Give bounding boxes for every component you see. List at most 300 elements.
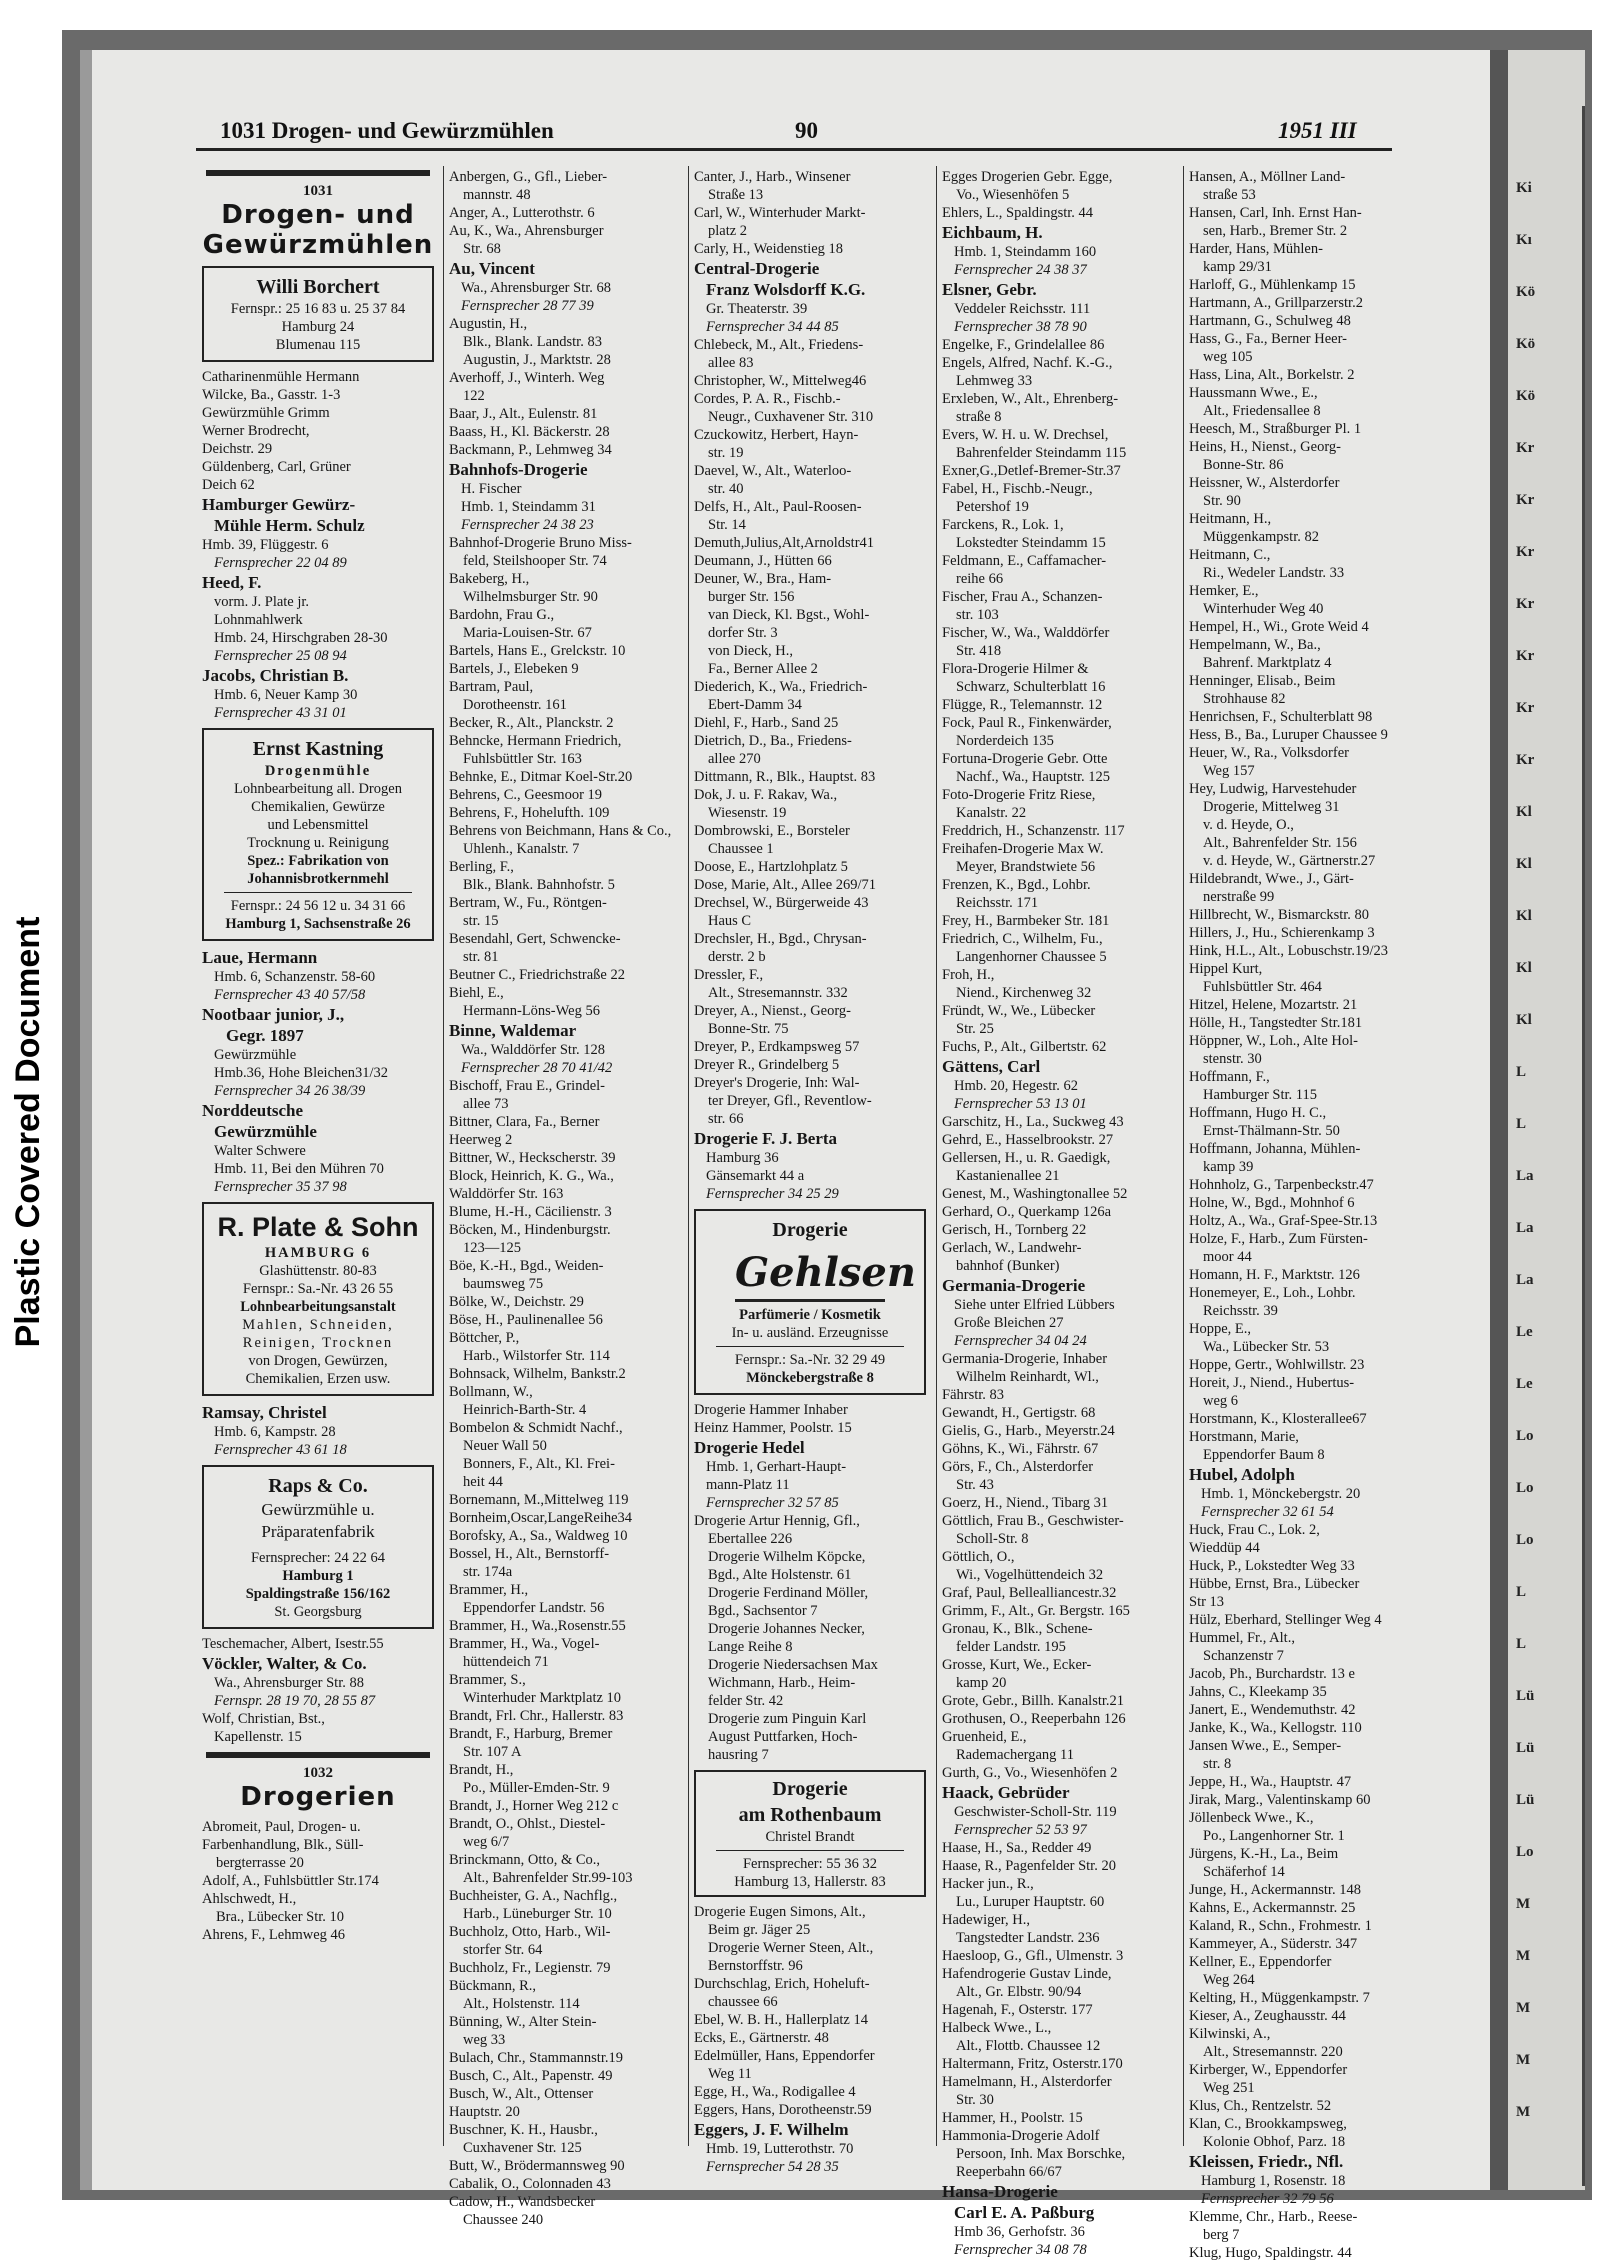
ad-drogerie-gehlsen [694,1209,926,1395]
entry-line: Biehl, E., [449,985,504,1001]
entry-list [1189,1521,1425,2151]
ad-address: Hamburg 1, Sachsenstraße 26 [225,916,411,932]
entry-line: Horeit, J., Niend., Hubertus- [1189,1375,1355,1391]
entry-line: Alt., Bahrenfelder Str. 156 [1203,835,1357,851]
entry-line: derstr. 2 b [708,949,766,965]
entry-line: Reeperbahn 66/67 [956,2164,1062,2180]
entry-line: Reichsstr. 39 [1203,1303,1278,1319]
entry-line: Augustin, H., [449,316,528,332]
entry-line: Graf, Paul, Bellealliancestr.32 [942,1585,1117,1601]
entry-name: Mühle Herm. Schulz [214,516,365,535]
entry-line: Gruenheid, E., [942,1729,1027,1745]
entry-line: Bra., Lübecker Str. 10 [216,1909,345,1925]
entry-line: Hadewiger, H., [942,1912,1030,1928]
entry-line: Backmann, P., Lehmweg 34 [449,442,612,458]
entry-line: Drogerie Werner Steen, Alt., [708,1940,874,1956]
entry-line: Behncke, Hermann Friedrich, [449,733,622,749]
entry-line: Germania-Drogerie, Inhaber [942,1351,1108,1367]
entry-line: Bornheim,Oscar,LangeReihe34 [449,1510,633,1526]
entry-line: Winterhuder Weg 40 [1203,601,1324,617]
entry-line: Eggers, Hans, Dorotheenstr.59 [694,2102,872,2118]
entry-line: Heissner, W., Alsterdorfer [1189,475,1340,491]
entry-line: Drogerie Johannes Necker, [708,1621,865,1637]
facing-page-letter: Kö [1516,284,1536,300]
ad-headline: Drogerie [772,1219,848,1241]
entry-line: ter Dreyer, Gfl., Reventlow- [708,1093,872,1109]
entry-line: Blume, H.-H., Cäcilienstr. 3 [449,1204,612,1220]
entry-phone: Fernsprecher 25 08 94 [214,648,347,664]
entry-name: Central-Drogerie [694,259,820,278]
entry-line: Flügge, R., Telemannstr. 12 [942,697,1103,713]
entry-line: felder Str. 42 [708,1693,784,1709]
entry-line: Grote, Gebr., Billh. Kanalstr.21 [942,1693,1125,1709]
entry-line: Ecks, E., Gärtnerstr. 48 [694,2030,829,2046]
ad-line: Spez.: Fabrikation von [247,853,389,869]
ad-line: Reinigen, Trocknen [242,1335,394,1351]
facing-page-letter: Kl [1516,856,1532,872]
entry-line: Buchholz, Fr., Legienstr. 79 [449,1960,611,1976]
entry-name: Germania-Drogerie [942,1276,1086,1295]
entry-line: Kilwinski, A., [1189,2026,1271,2042]
entry-line: Kanalstr. 22 [956,805,1027,821]
entry-name: Carl E. A. Paßburg [954,2203,1095,2222]
entry-line: Diederich, K., Wa., Friedrich- [694,679,868,695]
entry-line: Hoffmann, Johanna, Mühlen- [1189,1141,1361,1157]
entry-line: Hess, B., Ba., Luruper Chaussee 9 [1189,727,1388,743]
entry-line: Haltermann, Fritz, Osterstr.170 [942,2056,1123,2072]
entry-line: Behrens, C., Geesmoor 19 [449,787,603,803]
entry-name: Elsner, Gebr. [942,280,1037,299]
entry-line: Kahns, E., Ackermannstr. 25 [1189,1900,1356,1916]
entry-line: Evers, W. H. u. W. Drechsel, [942,427,1109,443]
entry-line: Huck, P., Lokstedter Weg 33 [1189,1558,1355,1574]
entry-line: Canter, J., Harb., Winsener [694,169,851,185]
entry-line: Becker, R., Alt., Planckstr. 2 [449,715,614,731]
ad-subtitle: Drogenmühle [264,763,372,779]
ad-line: Chemikalien, Gewürze [251,799,385,815]
entry-line: Kaland, R., Schn., Frohmestr. 1 [1189,1918,1372,1934]
entry-line: Langenhorner Chaussee 5 [956,949,1107,965]
entry-line: chaussee 66 [708,1994,778,2010]
facing-page-letter: Kr [1516,648,1535,664]
entry-line: Str. 68 [463,241,501,257]
entry-line: Böe, K.-H., Bgd., Weiden- [449,1258,604,1274]
entry-list [1189,2208,1425,2262]
entry-line: Bornemann, M.,Mittelweg 119 [449,1492,629,1508]
entry: Wolf, Christian, Bst., [202,1711,325,1727]
entry-line: Feldmann, E., Caffamacher- [942,553,1107,569]
entry-line: Straße 13 [708,187,764,203]
entry-name: Gegr. 1897 [226,1026,304,1045]
entry-line: Lohnmahlwerk [214,612,303,628]
entry-address: Wa., Ahrensburger Str. 88 [214,1675,364,1691]
column-rule [688,166,689,2146]
entry-line: Fa., Berner Allee 2 [708,661,818,677]
entry-name: Gättens, Carl [942,1057,1041,1076]
entry-line: Hübbe, Ernst, Bra., Lübecker [1189,1576,1360,1592]
entry-line: Bartram, Paul, [449,679,534,695]
header-rule [196,148,1392,151]
section-title: Drogerien [240,1782,396,1812]
entry-line: 123—125 [463,1240,521,1256]
entry-line: Deumann, J., Hütten 66 [694,553,832,569]
entry-phone: Fernsprecher 32 79 56 [1201,2191,1334,2207]
entry-line: Hamburger Str. 115 [1203,1087,1317,1103]
entry-line: Alt., Friedensallee 8 [1203,403,1321,419]
entry-line: Alt., Stresemannstr. 332 [708,985,848,1001]
entry-line: Halbeck Wwe., L., [942,2020,1052,2036]
entry-line: Scholl-Str. 8 [956,1531,1029,1547]
entry-line: Durchschlag, Erich, Hoheluft- [694,1976,870,1992]
entry-address: Hmb 36, Gerhofstr. 36 [954,2224,1085,2240]
entry-line: Hempelmann, W., Ba., [1189,637,1321,653]
section-rule [206,1752,430,1758]
entry-line: str. 103 [956,607,999,623]
entry-address: Hmb. 39, Flüggestr. 6 [202,537,329,553]
entry-line: Haase, R., Pagenfelder Str. 20 [942,1858,1116,1874]
entry-phone: Fernsprecher 32 57 85 [706,1495,839,1511]
ad-city: HAMBURG 6 [264,1245,372,1261]
entry-name: Au, Vincent [449,259,535,278]
entry-line: Dreyer's Drogerie, Inh: Wal- [694,1075,860,1091]
entry-line: Bardohn, Frau G., [449,607,555,623]
entry-line: Bahrenfelder Steindamm 115 [956,445,1127,461]
entry-phone: Fernsprecher 38 78 90 [954,319,1087,335]
entry-line: weg 33 [463,2032,506,2048]
entry-line: Rademachergang 11 [956,1747,1074,1763]
entry-line: Gewürzmühle [214,1047,297,1063]
entry-line: Jirak, Marg., Valentinskamp 60 [1189,1792,1371,1808]
entry-line: Hoffmann, Hugo H. C., [1189,1105,1327,1121]
entry-line: Delfs, H., Alt., Paul-Roosen- [694,499,862,515]
entry-line: Fründt, W., We., Lübecker [942,1003,1096,1019]
entry-name: Gewürzmühle [214,1122,317,1141]
facing-page-letter: M [1516,1948,1531,1964]
entry-line: Hempel, H., Wi., Grote Weid 4 [1189,619,1369,635]
entry-address: Hmb. 1, Steindamm 160 [954,244,1097,260]
entry-list [942,336,1174,1056]
entry-line: Alt., Gr. Elbstr. 90/94 [956,1984,1082,2000]
entry-line: Dok, J. u. F. Rakav, Wa., [694,787,838,803]
entry-line: Huck, Frau C., Lok. 2, [1189,1522,1320,1538]
entry-line: Christopher, W., Mittelweg46 [694,373,867,389]
entry-line: mannstr. 48 [463,187,531,203]
ad-line: Mahlen, Schneiden, [242,1317,394,1333]
entry-line: Str. 107 A [463,1744,522,1760]
ad-phone: Fernspr.: Sa.-Nr. 43 26 55 [242,1281,394,1297]
entry-line: Froh, H., [942,967,995,983]
entry-line: Borofsky, A., Sa., Waldweg 10 [449,1528,628,1544]
entry-line: Höppner, W., Loh., Alte Hol- [1189,1033,1358,1049]
facing-page-letter: Lo [1516,1428,1534,1444]
entry-line: Maria-Louisen-Str. 67 [463,625,592,641]
entry-line: Ahrens, F., Lehmweg 46 [202,1927,346,1943]
ad-line: Parfümerie / Kosmetik [739,1307,881,1323]
entry-line: Kolonie Obhof, Parz. 18 [1203,2134,1346,2150]
entry-line: Brammer, H., [449,1582,529,1598]
entry-line: Hey, Ludwig, Harvestehuder [1189,781,1357,797]
entry-line: str. 40 [708,481,744,497]
entry-phone: Fernsprecher 43 61 18 [214,1442,347,1458]
entry-line: Weg 157 [1203,763,1255,779]
entry-line: Hillbrecht, W., Bismarckstr. 80 [1189,907,1370,923]
entry-address: Hmb. 6, Kampstr. 28 [214,1424,336,1440]
entry-line: sen, Harb., Bremer Str. 2 [1203,223,1348,239]
entry-line: Fortuna-Drogerie Gebr. Otte [942,751,1108,767]
gehlsen-logo: Gehlsen [735,1247,885,1302]
entry-line: Fischer, Frau A., Schanzen- [942,589,1103,605]
entry-line: kamp 29/31 [1203,259,1272,275]
entry-line: Besendahl, Gert, Schwencke- [449,931,621,947]
entry-line: Brandt, J., Horner Weg 212 c [449,1798,619,1814]
book-gutter [1490,50,1508,2190]
entry-line: Göttlich, Frau B., Geschwister- [942,1513,1124,1529]
entry-line: Gerhard, O., Querkamp 126a [942,1204,1112,1220]
entry-line: Kirberger, W., Eppendorfer [1189,2062,1348,2078]
entry-line: Gerisch, H., Tornberg 22 [942,1222,1087,1238]
entry-phone: Fernsprecher 43 40 57/58 [214,987,366,1003]
entry-line: Blk., Blank. Landstr. 83 [463,334,602,350]
entry-line: Dressler, F., [694,967,764,983]
entry-list [202,368,434,494]
entry-line: Behrens, F., Hohelufth. 109 [449,805,610,821]
entry-line: Drogerie Artur Hennig, Gfl., [694,1513,860,1529]
entry-address: Wa., Walddörfer Str. 128 [461,1042,605,1058]
entry-line: Wi., Vogelhüttendeich 32 [956,1567,1104,1583]
facing-page-letter: Kr [1516,596,1535,612]
entry-line: Baass, H., Kl. Bäckerstr. 28 [449,424,610,440]
entry-line: Averhoff, J., Winterh. Weg [449,370,605,386]
ad-phone: Fernsprecher: 24 22 64 [250,1550,386,1566]
entry-line: weg 105 [1203,349,1253,365]
entry-line: Buschner, K. H., Hausbr., [449,2122,598,2138]
entry-line: Brandt, H., [449,1762,514,1778]
entry-list [694,1903,926,2119]
entry-line: Bartels, Hans E., Grelckstr. 10 [449,643,626,659]
entry-list [449,534,681,1020]
facing-page-letter: Le [1516,1376,1533,1392]
ad-address: Hamburg 13, Hallerstr. 83 [734,1874,886,1890]
entry-name: Franz Wolsdorff K.G. [706,280,866,299]
entry-name: Hamburger Gewürz- [202,495,356,514]
entry-line: Garschitz, H., La., Suckweg 43 [942,1114,1124,1130]
ad-street: Blumenau 115 [275,337,361,353]
entry-line: Weg 11 [708,2066,752,2082]
entry-line: Hummel, Fr., Alt., [1189,1630,1295,1646]
entry-line: Bakeberg, H., [449,571,530,587]
entry-name: Drogerie Hedel [694,1438,805,1457]
ad-headline: Lohnbearbeitungsanstalt [240,1299,396,1315]
entry-line: Erxleben, W., Alt., Ehrenberg- [942,391,1119,407]
entry-line: Alt., Stresemannstr. 220 [1203,2044,1343,2060]
entry-line: Bonners, F., Alt., Kl. Frei- [463,1456,615,1472]
entry-line: Heitmann, C., [1189,547,1271,563]
entry-line: Str. 14 [708,517,746,533]
entry-line: Deich 62 [202,477,255,493]
entry-phone: Fernsprecher 34 08 78 [954,2242,1087,2258]
entry-line: Brandt, O., Ohlst., Diestel- [449,1816,606,1832]
entry-line: Chlebeck, M., Alt., Friedens- [694,337,864,353]
entry-line: Kellner, E., Eppendorfer [1189,1954,1332,1970]
entry-line: Gewandt, H., Gertigstr. 68 [942,1405,1096,1421]
entry-name: Hansa-Drogerie [942,2182,1058,2201]
entry-line: Behnke, E., Ditmar Koel-Str.20 [449,769,633,785]
entry-line: Brammer, H., Wa., Vogel- [449,1636,600,1652]
entry-address: Hmb. 1, Mönckebergstr. 20 [1201,1486,1361,1502]
entry-line: Jacob, Ph., Burchardstr. 13 e [1189,1666,1355,1682]
ad-street: Spaldingstraße 156/162 [245,1586,391,1602]
entry-address: Geschwister-Scholl-Str. 119 [954,1804,1117,1820]
entry-line: Hohnholz, G., Tarpenbeckstr.47 [1189,1177,1374,1193]
entry-line: Goerz, H., Niend., Tibarg 31 [942,1495,1109,1511]
entry-line: Bonne-Str. 75 [708,1021,789,1037]
entry-address: Hmb. 11, Bei den Mühren 70 [214,1161,384,1177]
entry-line: Bittner, Clara, Fa., Berner [449,1114,600,1130]
entry-line: Demuth,Julius,Alt,Arnoldstr41 [694,535,875,551]
entry-line: Böcken, M., Hindenburgstr. [449,1222,611,1238]
facing-page-letter: La [1516,1220,1534,1236]
ad-area: St. Georgsburg [274,1604,362,1620]
entry-phone: Fernsprecher 34 04 24 [954,1333,1087,1349]
facing-page-letter: Lü [1516,1740,1535,1756]
entry-line: Gellersen, H., u. R. Gaedigk, [942,1150,1111,1166]
entry-line: Lu., Luruper Hauptstr. 60 [956,1894,1105,1910]
entry-line: Lokstedter Steindamm 15 [956,535,1106,551]
entry-line: Hülz, Eberhard, Stellinger Weg 4 [1189,1612,1382,1628]
entry-line: Hacker jun., R., [942,1876,1034,1892]
entry-line: Wilcke, Ba., Gasstr. 1-3 [202,387,341,403]
entry-line: Gewürzmühle Grimm [202,405,330,421]
entry-phone: Fernsprecher 32 61 54 [1201,1504,1334,1520]
ad-line: Johannisbrotkernmehl [247,871,389,887]
ad-phone: Fernspr.: 25 16 83 u. 25 37 84 [230,301,406,317]
entry-line: allee 270 [708,751,761,767]
entry-line: Cuxhavener Str. 125 [463,2140,582,2156]
entry-line: Ri., Wedeler Landstr. 33 [1203,565,1345,581]
entry-line: Bittner, W., Heckscherstr. 39 [449,1150,616,1166]
entry-line: Dorotheenstr. 161 [463,697,567,713]
entry-line: Harb., Wilstorfer Str. 114 [463,1348,610,1364]
entry-line: platz 2 [708,223,748,239]
entry-list [694,168,926,258]
entry-list [942,1350,1174,1782]
entry-name: Ramsay, Christel [202,1403,327,1422]
entry-line: Fuchs, P., Alt., Gilbertstr. 62 [942,1039,1107,1055]
entry-line: Bernstorffstr. 96 [708,1958,803,1974]
entry-line: Baar, J., Alt., Eulenstr. 81 [449,406,598,422]
entry-line: Wichmann, Harb., Heim- [708,1675,856,1691]
entry-line: Anbergen, G., Gfl., Lieber- [449,169,608,185]
section-title: Drogen- und Gewürzmühlen [202,200,434,260]
entry: Teschemacher, Albert, Isestr.55 [202,1636,384,1652]
entry-line: Heinrich-Barth-Str. 4 [463,1402,587,1418]
entry-phone: Fernsprecher 24 38 23 [461,517,594,533]
entry-line: berg 7 [1203,2227,1240,2243]
entry-line: feld, Steilshooper Str. 74 [463,553,607,569]
entry-line: Busch, C., Alt., Papenstr. 49 [449,2068,613,2084]
entry-line: Dreyer, P., Erdkampsweg 57 [694,1039,860,1055]
entry-line: burger Str. 156 [708,589,795,605]
entry-line: Hink, H.L., Alt., Lobuschstr.19/23 [1189,943,1388,959]
entry-line: Lehmweg 33 [956,373,1033,389]
entry-line: Carl, W., Winterhuder Markt- [694,205,866,221]
entry-phone: Fernsprecher 35 37 98 [214,1179,347,1195]
entry-line: Friedrich, C., Wilhelm, Fu., [942,931,1103,947]
entry-line: Brammer, S., [449,1672,526,1688]
entry-line: Brammer, H., Wa.,Rosenstr.55 [449,1618,626,1634]
entry-line: Siehe unter Elfried Lübbers [954,1297,1115,1313]
entry-line: Hartmann, G., Schulweg 48 [1189,313,1351,329]
entry-name: Jacobs, Christian B. [202,666,349,685]
ad-name: am Rothenbaum [738,1804,882,1826]
entry-line: Göhns, K., Wi., Fährstr. 67 [942,1441,1099,1457]
entry-line: Carly, H., Weidenstieg 18 [694,241,844,257]
entry-line: allee 83 [708,355,754,371]
entry-line: Dittmann, R., Blk., Hauptst. 83 [694,769,876,785]
facing-page-letter: Lü [1516,1792,1535,1808]
entry-line: Hass, G., Fa., Berner Heer- [1189,331,1347,347]
entry-line: Honemeyer, E., Loh., Lohbr. [1189,1285,1356,1301]
entry-line: Junge, H., Ackermannstr. 148 [1189,1882,1361,1898]
entry-list [449,1077,681,2229]
entry-name: Laue, Hermann [202,948,318,967]
entry-line: Fuhlsbüttler Str. 163 [463,751,582,767]
entry-line: str. 66 [708,1111,744,1127]
entry-line: Hass, Lina, Alt., Borkelstr. 2 [1189,367,1355,383]
ad-street: Mönckebergstraße 8 [746,1370,874,1386]
entry-line: Drogerie Eugen Simons, Alt., [694,1904,866,1920]
entry-line: Augustin, J., Marktstr. 28 [463,352,611,368]
entry-line: heit 44 [463,1474,503,1490]
entry-line: Cadow, H., Wandsbecker [449,2194,596,2210]
entry-line: Henninger, Elisab., Beim [1189,673,1336,689]
entry-line: Weg 251 [1203,2080,1255,2096]
entry-line: Strohhause 82 [1203,691,1286,707]
entry-line: v. d. Heyde, W., Gärtnerstr.27 [1203,853,1376,869]
facing-page-letter: L [1516,1584,1527,1600]
entry-line: Hagenah, F., Osterstr. 177 [942,2002,1093,2018]
entry-line: allee 73 [463,1096,509,1112]
entry-line: Drechsler, H., Bgd., Chrysan- [694,931,867,947]
entry-line: Jöllenbeck Wwe., K., [1189,1810,1314,1826]
ad-line: Christel Brandt [765,1829,855,1845]
entry-line: Walddörfer Str. 163 [449,1186,564,1202]
entry-line: Neuer Wall 50 [463,1438,547,1454]
entry-line: Au, K., Wa., Ahrensburger [449,223,604,239]
entry-line: reihe 66 [956,571,1004,587]
entry-line: Henrichsen, F., Schulterblatt 98 [1189,709,1373,725]
entry-line: Haesloop, G., Gfl., Ulmenstr. 3 [942,1948,1124,1964]
entry-line: Wieddüp 44 [1189,1540,1260,1556]
facing-page-letter: M [1516,2052,1531,2068]
entry-line: Cordes, P. A. R., Fischb.- [694,391,841,407]
entry-line: Drechsel, W., Bürgerweide 43 [694,895,869,911]
entry-line: Ebertallee 226 [708,1531,793,1547]
entry-line: Brandt, Frl. Chr., Hallerstr. 83 [449,1708,624,1724]
entry-address: Hmb. 19, Lutterothstr. 70 [706,2141,854,2157]
entry-line: Klemme, Chr., Harb., Reese- [1189,2209,1358,2225]
entry-name: Kleissen, Friedr., Nfl. [1189,2152,1344,2171]
entry-line: Petershof 19 [956,499,1029,515]
entry-list [942,1839,1174,2181]
header-left: 1031 Drogen- und Gewürzmühlen [220,118,554,143]
entry-line: Eppendorfer Baum 8 [1203,1447,1325,1463]
entry-list [942,168,1174,222]
entry-line: Doose, E., Hartzlohplatz 5 [694,859,848,875]
entry-line: Fock, Paul R., Finkenwärder, [942,715,1112,731]
facing-page-letter: Lü [1516,1688,1535,1704]
entry-line: Müggenkampstr. 82 [1203,529,1319,545]
